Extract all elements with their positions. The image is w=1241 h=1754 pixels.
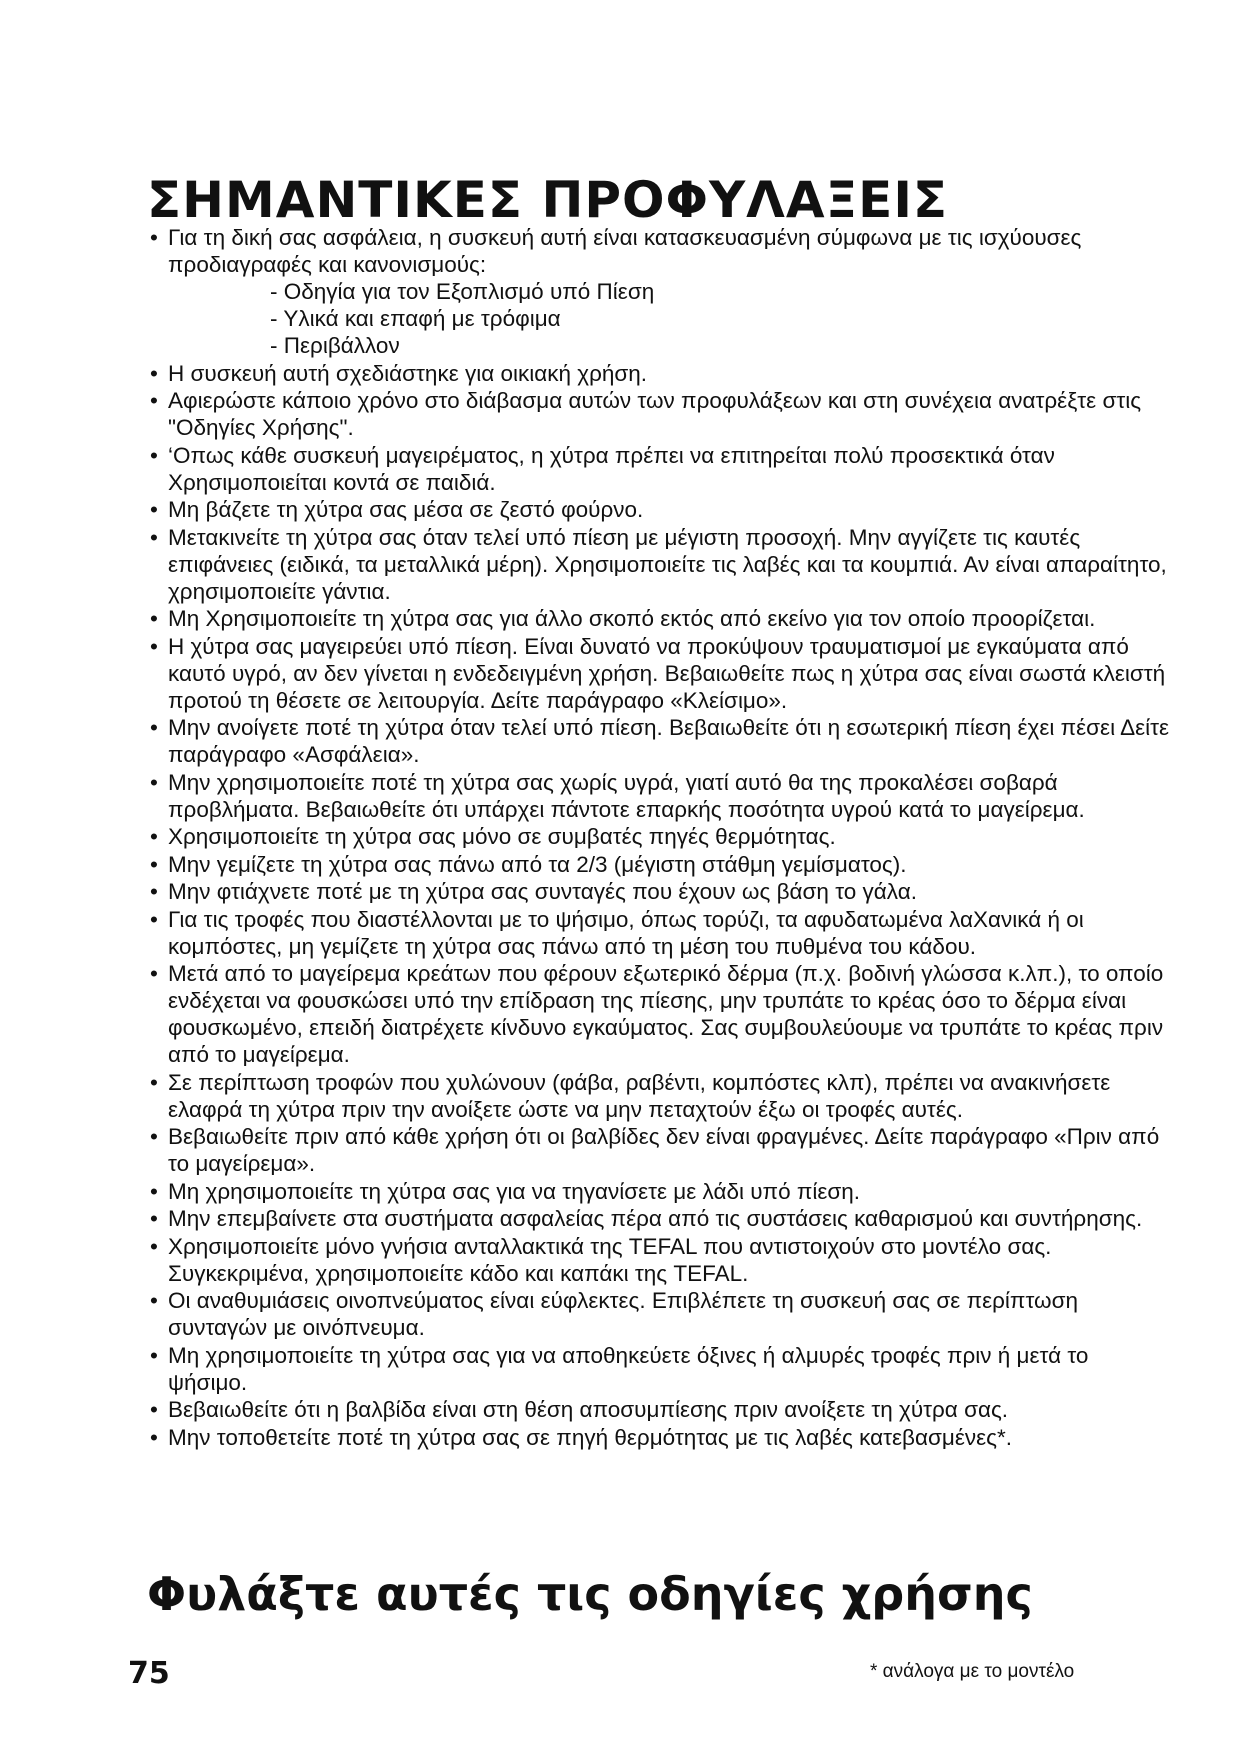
list-item-text: Η συσκευή αυτή σχεδιάστηκε για οικιακή χρήση. — [168, 360, 648, 386]
list-item — [150, 823, 1170, 850]
list-item — [150, 605, 1170, 632]
list-item — [150, 1178, 1170, 1205]
list-item — [150, 387, 1170, 441]
bullet-icon: • — [150, 1178, 158, 1204]
list-item — [150, 633, 1170, 714]
list-item-text: Μετακινείτε τη χύτρα σας όταν τελεί υπό πίεση με μέγιστη προσοχή. Μην αγγίζετε τις καυτές επιφάνειες (ειδικά, τα μεταλλικά μέρη). Χρησιμοποιείτε τις λαβές και τα κουμπιά. Αν είναι απαραίτητο, χρησιμοποιείτε γάντια. — [168, 524, 1167, 604]
list-item — [150, 769, 1170, 823]
bullet-icon: • — [150, 851, 158, 877]
bullet-icon: • — [150, 360, 158, 386]
sub-item: - Οδηγία για τον Εξοπλισμό υπό Πίεση — [270, 279, 655, 304]
list-item-text: Για τη δική σας ασφάλεια, η συσκευή αυτή είναι κατασκευασμένη σύμφωνα με τις ισχύουσες προδιαγραφές και κανονισμούς: — [168, 225, 1082, 277]
list-item-text: Για τις τροφές που διαστέλλονται με το ψήσιμο, όπως τορύζι, τα αφυδατωμένα λαΧανικά ή οι κομπόστες, μη γεμίζετε τη χύτρα σας πάνω από τη μέση του πυθμένα του κάδου. — [168, 906, 1084, 959]
bullet-icon: • — [150, 906, 158, 932]
list-item-text: Μη βάζετε τη χύτρα σας μέσα σε ζεστό φούρνο. — [168, 497, 644, 522]
list-item-text: Μην επεμβαίνετε στα συστήματα ασφαλείας πέρα από τις συστάσεις καθαρισμού και συντήρησης. — [168, 1206, 1143, 1231]
bullet-icon: • — [150, 1233, 158, 1259]
bullet-icon: • — [150, 1397, 158, 1422]
list-item-text: Σε περίπτωση τροφών που χυλώνουν (φάβα, ραβέντι, κομπόστες κλπ), πρέπει να ανακινήσετε ελαφρά τη χύτρα πριν την ανοίξετε ώστε να μην πεταχτούν έξω οι τροφές αυτές. — [168, 1069, 1111, 1122]
sub-item: - Υλικά και επαφή με τρόφιμα — [270, 306, 561, 331]
list-item-text: Μην χρησιμοποιείτε ποτέ τη χύτρα σας χωρίς υγρά, γιατί αυτό θα της προκαλέσει σοβαρά προβλήματα. Βεβαιωθείτε ότι υπάρχει πάντοτε επαρκής ποσότητα υγρού κατά το μαγείρεμα. — [168, 769, 1085, 822]
page-number: 75 — [128, 1656, 170, 1691]
bullet-icon: • — [150, 824, 158, 849]
bullet-icon: • — [150, 1288, 158, 1313]
sub-item: - Περιβάλλον — [270, 333, 400, 358]
page-title: ΣΗΜΑΝΤΙΚΕΣ ΠΡΟΦΥΛΑΞΕΙΣ — [147, 171, 949, 229]
keep-instructions-heading: Φυλάξτε αυτές τις οδηγίες χρήσης — [147, 1567, 1033, 1621]
list-item-text: Μην φτιάχνετε ποτέ με τη χύτρα σας συνταγές που έχουν ως βάση το γάλα. — [168, 879, 917, 904]
bullet-icon: • — [150, 961, 158, 986]
list-item — [150, 224, 1170, 359]
list-item — [150, 714, 1170, 768]
bullet-icon: • — [150, 442, 158, 468]
footnote: * ανάλογα με το μοντέλο — [870, 1661, 1075, 1682]
list-item — [150, 906, 1170, 960]
list-item-text: Χρησιμοποιείτε τη χύτρα σας μόνο σε συμβατές πηγές θερμότητας. — [168, 824, 836, 849]
list-item-text: Μετά από το μαγείρεμα κρεάτων που φέρουν εξωτερικό δέρμα (π.χ. βοδινή γλώσσα κ.λπ.), το οποίο ενδέχεται να φουσκώσει υπό την επίδραση της πίεσης, μην τρυπάτε το κρέας όσο το δέρμα είναι φουσκωμένο, επειδή διατρέχετε κίνδυνο εγκαύματος. Σας συμβουλεύουμε να τρυπάτε το κρέας πριν από το μαγείρεμα. — [168, 961, 1164, 1067]
list-item-text: Η χύτρα σας μαγειρεύει υπό πίεση. Είναι δυνατό να προκύψουν τραυματισμοί με εγκαύματα από καυτό υγρό, αν δεν γίνεται η ενδεδειγμένη χρήση. Βεβαιωθείτε πως η χύτρα σας είναι σωστά κλειστή προτού τη θέσετε σε λειτουργία. Δείτε παράγραφο «Κλείσιμο». — [168, 633, 1166, 713]
list-item-text: Χρησιμοποιείτε μόνο γνήσια ανταλλακτικά της TEFAL που αντιστοιχούν στο μοντέλο σας. Συγκεκριμένα, χρησιμοποιείτε κάδο και καπάκι της TEFAL. — [168, 1233, 1052, 1286]
list-item-text: Μην γεμίζετε τη χύτρα σας πάνω από τα 2/3 (μέγιστη στάθμη γεμίσματος). — [168, 851, 907, 877]
list-item-text: Μη Χρησιμοποιείτε τη χύτρα σας για άλλο σκοπό εκτός από εκείνο για τον οποίο προορίζεται. — [168, 606, 1096, 631]
list-item — [150, 1287, 1170, 1341]
list-item-text: Αφιερώστε κάποιο χρόνο στο διάβασμα αυτών των προφυλάξεων και στη συνέχεια ανατρέξτε στις "Οδηγίες Χρήσης". — [168, 388, 1142, 440]
list-item-text: ‘Οπως κάθε συσκευή μαγειρέματος, η χύτρα πρέπει να επιτηρείται πολύ προσεκτικά όταν Χρησιμοποιείται κοντά σε παιδιά. — [168, 442, 1055, 495]
list-item — [150, 360, 1170, 387]
bullet-icon: • — [150, 524, 158, 550]
bullet-icon: • — [150, 633, 158, 659]
list-item — [150, 1205, 1170, 1232]
bullet-icon: • — [150, 769, 158, 795]
list-item-text: Βεβαιωθείτε πριν από κάθε χρήση ότι οι βαλβίδες δεν είναι φραγμένες. Δείτε παράγραφο «Πριν από το μαγείρεμα». — [168, 1124, 1160, 1176]
list-item — [150, 1069, 1170, 1123]
list-item-text: Βεβαιωθείτε ότι η βαλβίδα είναι στη θέση αποσυμπίεσης πριν ανοίξετε τη χύτρα σας. — [168, 1397, 1009, 1422]
bullet-icon: • — [150, 606, 158, 631]
bullet-icon: • — [150, 1206, 158, 1231]
bullet-icon: • — [150, 879, 158, 904]
bullet-icon: • — [150, 1069, 158, 1095]
bullet-icon: • — [150, 1124, 158, 1149]
list-item — [150, 1424, 1170, 1451]
list-item — [150, 442, 1170, 496]
bullet-icon: • — [150, 1424, 158, 1450]
list-item — [150, 1233, 1170, 1287]
list-item — [150, 878, 1170, 905]
list-item — [150, 496, 1170, 523]
bullet-icon: • — [150, 715, 158, 740]
bullet-icon: • — [150, 1342, 158, 1368]
precautions-list — [150, 224, 1170, 1451]
list-item — [150, 1396, 1170, 1423]
list-item — [150, 960, 1170, 1068]
list-item — [150, 1342, 1170, 1396]
list-item-text: Μη χρησιμοποιείτε τη χύτρα σας για να αποθηκεύετε όξινες ή αλμυρές τροφές πριν ή μετά το ψήσιμο. — [168, 1342, 1089, 1395]
list-item-text: Μην τοποθετείτε ποτέ τη χύτρα σας σε πηγή θερμότητας με τις λαβές κατεβασμένες*. — [168, 1424, 1013, 1450]
bullet-icon: • — [150, 225, 158, 250]
list-item — [150, 1123, 1170, 1177]
bullet-icon: • — [150, 388, 158, 413]
bullet-icon: • — [150, 497, 158, 522]
list-item — [150, 524, 1170, 605]
list-item — [150, 851, 1170, 878]
list-item-text: Μην ανοίγετε ποτέ τη χύτρα όταν τελεί υπό πίεση. Βεβαιωθείτε ότι η εσωτερική πίεση έχει πέσει Δείτε παράγραφο «Ασφάλεια». — [168, 715, 1170, 767]
list-item-text: Μη χρησιμοποιείτε τη χύτρα σας για να τηγανίσετε με λάδι υπό πίεση. — [168, 1178, 861, 1204]
list-item-text: Οι αναθυμιάσεις οινοπνεύματος είναι εύφλεκτες. Επιβλέπετε τη συσκευή σας σε περίπτωση συνταγών με οινόπνευμα. — [168, 1288, 1078, 1340]
